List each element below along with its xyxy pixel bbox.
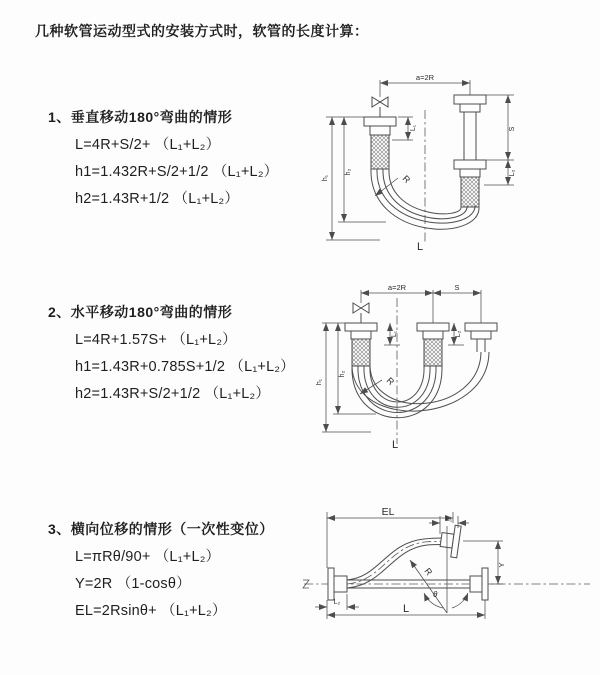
- dim-label-l: L: [391, 439, 399, 451]
- dim-label-l1: L₁: [445, 516, 453, 523]
- section-3-formula-EL: EL=2Rsinθ+ （L₁+L₂）: [75, 603, 227, 619]
- section-3-heading: 3、横向位移的情形（一次性变位）: [48, 521, 274, 537]
- dim-label-y: Y: [497, 562, 506, 568]
- section-1-heading: 1、垂直移动180°弯曲的情形: [48, 109, 233, 125]
- dim-label-r: R: [422, 566, 435, 578]
- hose-braid: [352, 339, 370, 366]
- hose-u-curves: [352, 352, 489, 418]
- dimension-lines: [316, 283, 481, 451]
- dim-label-r: R: [384, 375, 397, 388]
- hose-braid: [424, 339, 442, 366]
- left-pipe: [345, 290, 377, 366]
- section-2-heading: 2、水平移动180°弯曲的情形: [48, 304, 233, 320]
- section-1-formula-h1: h1=1.432R+S/2+1/2 （L₁+L₂）: [75, 164, 279, 180]
- section-3: [48, 520, 274, 619]
- dim-label-l2: L₂: [455, 330, 462, 338]
- dim-label-r: R: [400, 173, 413, 186]
- dim-label-l1: L₁: [410, 124, 417, 132]
- hose-braid: [371, 135, 389, 169]
- angle-arc-right: [452, 593, 468, 608]
- diagram-horizontal-180-bend: [316, 282, 566, 452]
- flange-fitting-lower: [454, 160, 486, 169]
- dim-label-a2r: a=2R: [387, 283, 407, 292]
- dim-label-l2: L₂: [333, 599, 341, 606]
- flange-fitting: [417, 323, 449, 331]
- dim-label-el: EL: [381, 506, 395, 518]
- dim-label-l2: L₂: [509, 169, 516, 177]
- dim-label-a2r: a=2R: [415, 73, 435, 82]
- flange-fitting: [364, 117, 396, 126]
- page-title: 几种软管运动型式的安装方式时，软管的长度计算：: [35, 23, 369, 39]
- dim-label-l: L: [402, 603, 410, 615]
- section-1-formula-h2: h2=1.43R+1/2 （L₁+L₂）: [75, 191, 240, 207]
- section-3-formula-Y: Y=2R （1-cosθ）: [75, 576, 191, 592]
- hose-braid: [461, 177, 479, 207]
- valve-icon: [353, 303, 369, 313]
- left-flange: [328, 568, 347, 600]
- dim-label-h2: h₂: [345, 168, 352, 176]
- left-pipe: [364, 80, 396, 169]
- middle-pipe: [417, 290, 449, 366]
- upper-flange-displaced: [439, 524, 461, 558]
- section-3-formula-L: L=πRθ/90+ （L₁+L₂）: [75, 549, 221, 565]
- section-1: [48, 108, 278, 207]
- dimension-lines: [315, 506, 506, 619]
- diagram-vertical-180-bend: [318, 72, 578, 252]
- section-2-formula-h2: h2=1.43R+S/2+1/2 （L₁+L₂）: [75, 386, 271, 402]
- section-2-formula-h1: h1=1.43R+0.785S+1/2 （L₁+L₂）: [75, 359, 295, 375]
- flange-fitting-upper: [454, 95, 486, 104]
- right-pipe: [454, 80, 486, 207]
- dim-label-h1: h₁: [322, 174, 329, 182]
- flange-fitting: [345, 323, 377, 331]
- dim-label-l1: L₁: [391, 330, 398, 338]
- section-1-formula-L: L=4R+S/2+ （L₁+L₂）: [75, 137, 221, 153]
- section-2-formula-L: L=4R+1.57S+ （L₁+L₂）: [75, 332, 237, 348]
- valve-icon: [372, 97, 388, 107]
- dim-label-s: S: [454, 283, 460, 292]
- dim-label-s: S: [509, 126, 516, 132]
- dim-label-l: L: [416, 241, 424, 252]
- dim-label-theta: θ: [433, 590, 438, 599]
- dim-label-h2: h₂: [339, 370, 346, 378]
- flange-fitting: [465, 323, 497, 331]
- section-2: [48, 303, 295, 402]
- diagram-lateral-displacement: [300, 498, 595, 643]
- right-flange: [470, 568, 488, 600]
- right-pipe-moved: [465, 290, 497, 352]
- dimension-lines: [322, 73, 516, 252]
- dim-label-h1: h₁: [316, 378, 323, 386]
